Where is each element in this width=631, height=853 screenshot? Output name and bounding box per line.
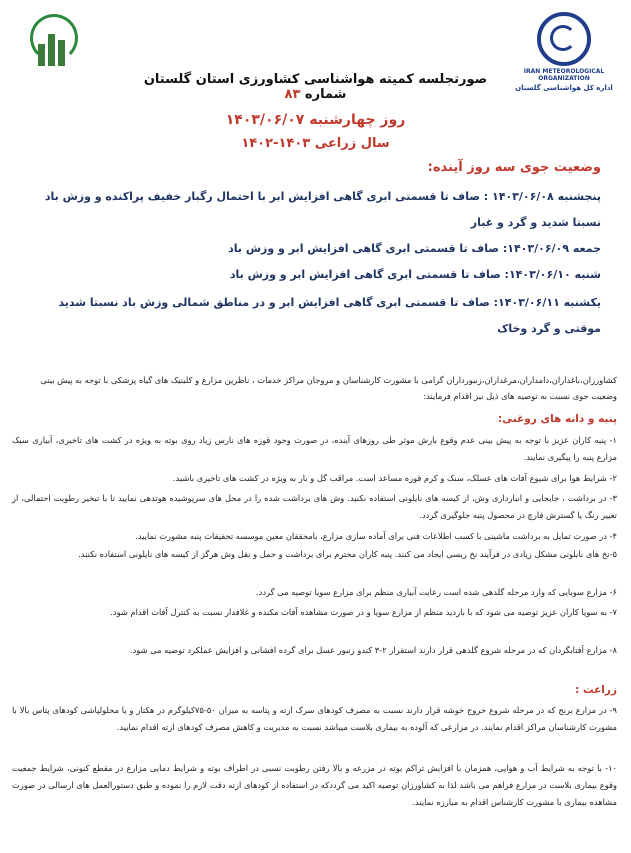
title-prefix: صورتجلسه کمیته هواشناسی کشاورزی استان گلستان شماره	[143, 72, 488, 102]
section-heading-agronomy: زراعت :	[575, 684, 617, 696]
agriculture-logo	[20, 12, 80, 92]
intro-paragraph: کشاورزان،باغداران،دامداران،مرغداران،زنبورداران گرامی با مشورت کارشناسان و مروجان مراکز خدمات ، ناظرین مزارع و کلینیک های گیاه پزشکی با توجه به پیش بینی وضعیت جوی نسبت به توصیه های ذیل نیز اقدام فرمایند:	[40, 375, 617, 401]
org-name-en: IRAN METEOROLOGICAL ORGANIZATION	[523, 68, 605, 82]
recommendation-item: ۹- در مزارع برنج که در مرحله شروع خروج خوشه قرار دارند نسبت به مصرف کودهای سرک ازته و پتاسه به میزان ۵۰-۷۵کیلوگرم در هکتار و یا محلولپاشی کودهای پتاس بالا با مشورت کارشناسان مراکز اقدام نمایند. در مزارعی که آلوده به بیماری بلاست میباشد نسبت به مدیریت و کاهش مصرف کودهای ازته اقدام نمایید.	[12, 705, 617, 732]
forecast-day-4: یکشنبه ۱۴۰۳/۰۶/۱۱: صاف تا قسمتی ابری گاهی افزایش ابر و در مناطق شمالی وزش باد نسبتا شدید موقتی و گرد وخاک	[58, 296, 601, 335]
meteorology-emblem-icon	[537, 12, 591, 66]
recommendation-item: ۳- در برداشت ، جابجایی و انبارداری وش، از کیسه های نایلونی استفاده نکنید. وش های برداشت شده را در محل های سرپوشیده هوتدهی نمایید تا با تبخیر رطوبت احتمالی، از تغییر رنگ یا گسترش قارچ در محصول پنبه جلوگیری گردد.	[12, 493, 617, 520]
org-name-fa: اداره کل هواشناسی گلستان	[515, 84, 613, 92]
meteorology-logo	[509, 12, 619, 102]
agriculture-emblem-icon	[26, 12, 80, 78]
recommendation-item: ۸- مزارع آفتابگردان که در مرحله شروع گلدهی قرار دارند استقرار ۲-۳ کندو زنبور عسل برای گرده افشانی و افزایش عملکرد توصیه می شود.	[129, 645, 617, 655]
recommendation-item: ۲- شرایط هوا برای شیوع آفات های عسلک، سنک و کرم قوزه مساعد است. مراقب گل و بار به ویژه در کشت های تاخیری باشید.	[172, 473, 617, 483]
recommendation-item: ۵-نخ های نایلونی مشکل زیادی در فرآیند نخ ریسی ایجاد می کنند. پنبه کاران محترم برای برداشت و حمل و نقل وش هرگز از کیسه های نایلونی استفاده نکنند.	[78, 549, 617, 559]
section-heading-cotton: پنبه و دانه های روغنی:	[497, 413, 617, 425]
crop-year: سال زراعی ۱۴۰۳-۱۴۰۲	[241, 136, 390, 151]
recommendation-item: ۷- به سویا کاران عزیز توصیه می شود که با بازدید منظم از مزارع سویا و در صورت مشاهده آفات مکنده و غلافدار نسبت به کنترل آفات اقدام شود.	[110, 607, 617, 617]
forecast-heading: وضعیت جوی سه روز آینده:	[427, 160, 601, 175]
recommendation-item: ۱۰- با توجه به شرایط آب و هوایی، همزمان با افزایش تراکم بوته در مزرعه و بالا رفتن رطوبت نسبی در اطراف بوته و شرایط دمایی مزارع در مقطع کنونی، شرایط جمعیت وقوع بیماری بلاست در مزارع فراهم می باشد لذا به کشاورزان توصیه اکید می گرددکه در استفاده از کودهای ازته دقت لازم را نموده و طبق دستورالعمل های ارسالی در صورت مشاهده بیماری با مشورت کارشناس اقدام به مبارزه نمایند.	[12, 763, 617, 807]
forecast-day-3: شنبه ۱۴۰۳/۰۶/۱۰: صاف تا قسمتی ابری گاهی افزایش ابر و وزش باد	[229, 268, 601, 281]
recommendation-item: ۶- مزارع سویایی که وارد مرحله گلدهی شده است رعایت آبیاری منظم برای مزارع سویا توصیه می گردد.	[256, 587, 617, 597]
forecast-day-1: پنجشنبه ۱۴۰۳/۰۶/۰۸ : صاف تا قسمتی ابری گاهی افزایش ابر با احتمال رگبار خفیف پراکنده و وزش باد نسبتا شدید و گرد و غبار	[44, 190, 601, 229]
meeting-date: روز چهارشنبه ۱۴۰۳/۰۶/۰۷	[225, 112, 406, 128]
recommendation-item: ۱- پنبه کاران عزیز با توجه به پیش بینی عدم وقوع بارش موثر طی روزهای آینده، در صورت وجود قوزه های نارس زیاد روی بوته به ویژه در کشت های تاخیری، آبیاری سبک مزارع پنبه را پیگیری نمایند.	[12, 435, 617, 462]
meeting-number: ۸۳	[284, 87, 301, 102]
recommendation-item: ۴- در صورت تمایل به برداشت ماشینی با کسب اطلاعات فنی برای آماده سازی مزارع، بامحققان معین موسسه تحقیقات پنبه مشورت نمایید.	[135, 531, 617, 541]
document-title	[130, 72, 501, 102]
forecast-day-2: جمعه ۱۴۰۳/۰۶/۰۹: صاف تا قسمتی ابری گاهی افزایش ابر و وزش باد	[228, 242, 601, 255]
document-header	[130, 72, 501, 151]
